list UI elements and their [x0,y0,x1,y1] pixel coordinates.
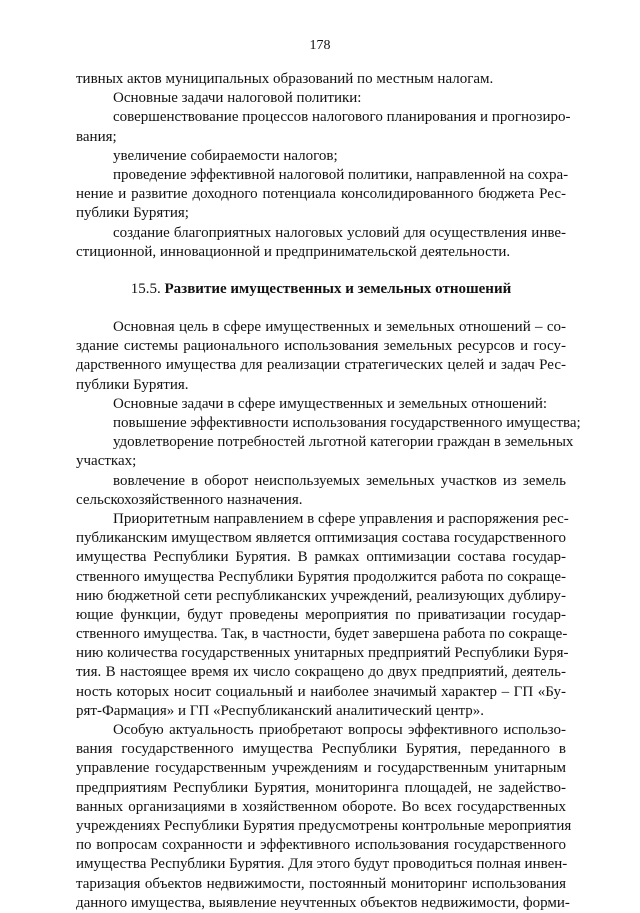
text-line: по вопросам сохранности и эффективного использования государственного [76,837,566,854]
text-line: ность которых носит социальный и наиболее значимый характер – ГП «Бу- [76,683,566,700]
text-line: Основная цель в сфере имущественных и земельных отношений – со- [113,319,566,336]
section-heading [76,280,566,299]
text-line: нию количества государственных унитарных предприятий Республики Буря- [76,645,569,662]
property-land-section [76,318,581,913]
tax-policy-section [76,70,571,262]
text-line: нение и развитие доходного потенциала консолидированного бюджета Рес- [76,186,566,203]
text-line: дарственного имущества для реализации стратегических целей и задач Рес- [76,357,566,374]
text-line: предприятиям Республики Бурятия, мониторинга площадей, не задейство- [76,779,566,796]
text-line: создание благоприятных налоговых условий для осуществления инве- [113,224,566,241]
text-line: участках; [76,453,137,470]
text-line: проведение эффективной налоговой политики, направленной на сохра- [113,166,569,183]
text-line: публики Бурятия. [76,376,189,393]
text-line: данного имущества, выявление неучтенных объектов недвижимости, форми- [76,894,570,911]
text-line: таризация объектов недвижимости, постоянный мониторинг использования [76,875,566,892]
text-line: удовлетворение потребностей льготной категории граждан в земельных [113,434,574,451]
text-line: учреждениях Республики Бурятия предусмотрены контрольные мероприятия [76,817,572,834]
text-line: Основные задачи в сфере имущественных и земельных отношений: [113,395,548,412]
text-line: имущества Республики Бурятия. Для этого будут проводиться полная инвен- [76,856,568,873]
text-line: имущества Республики Бурятия. В рамках оптимизации состава государ- [76,549,566,566]
text-line: сельскохозяйственного назначения. [76,491,303,508]
text-line: вания государственного имущества Республики Бурятия, переданного в [76,741,566,758]
text-line: тия. В настоящее время их число сокращено до двух предприятий, деятель- [76,664,566,681]
text-line: стиционной, инновационной и предпринимательской деятельности. [76,243,511,260]
text-line: вания; [76,128,117,145]
text-line: публики Бурятия; [76,205,189,222]
page-body [76,70,581,913]
text-line: ственного имущества. Так, в частности, будет завершена работа по сокраще- [76,626,568,643]
text-line: Приоритетным направлением в сфере управления и распоряжения рес- [113,510,569,527]
section-number: 15.5. [130,280,161,297]
text-line: увеличение собираемости налогов; [113,147,338,164]
section-title: Развитие имущественных и земельных отношений [164,280,512,297]
text-line: рят-Фармация» и ГП «Республиканский аналитический центр». [76,702,485,719]
text-line: здание системы рационального использования земельных ресурсов и госу- [76,338,566,355]
text-line: совершенствование процессов налогового планирования и прогнозиро- [113,109,571,126]
text-line: Основные задачи налоговой политики: [113,90,362,107]
text-line: управление государственным учреждениям и государственным унитарным [76,760,566,777]
page-number: 178 [309,38,331,53]
text-line: ванных организациями в хозяйственном обороте. Во всех государственных [76,798,566,815]
text-line: ющие функции, будут проведены мероприятия по приватизации государ- [76,606,566,623]
text-line: Особую актуальность приобретают вопросы эффективного использо- [113,722,566,738]
text-line: нию бюджетной сети республиканских учреждений, реализующих дублиру- [76,587,566,604]
text-line: вовлечение в оборот неиспользуемых земельных участков из земель [113,472,566,489]
text-line: повышение эффективности использования государственного имущества; [113,415,581,431]
text-line: ственного имущества Республики Бурятия продолжится работа по сокраще- [76,568,566,585]
text-line: тивных актов муниципальных образований по местным налогам. [76,71,494,87]
text-line: публиканским имуществом является оптимизация состава государственного [76,530,566,547]
